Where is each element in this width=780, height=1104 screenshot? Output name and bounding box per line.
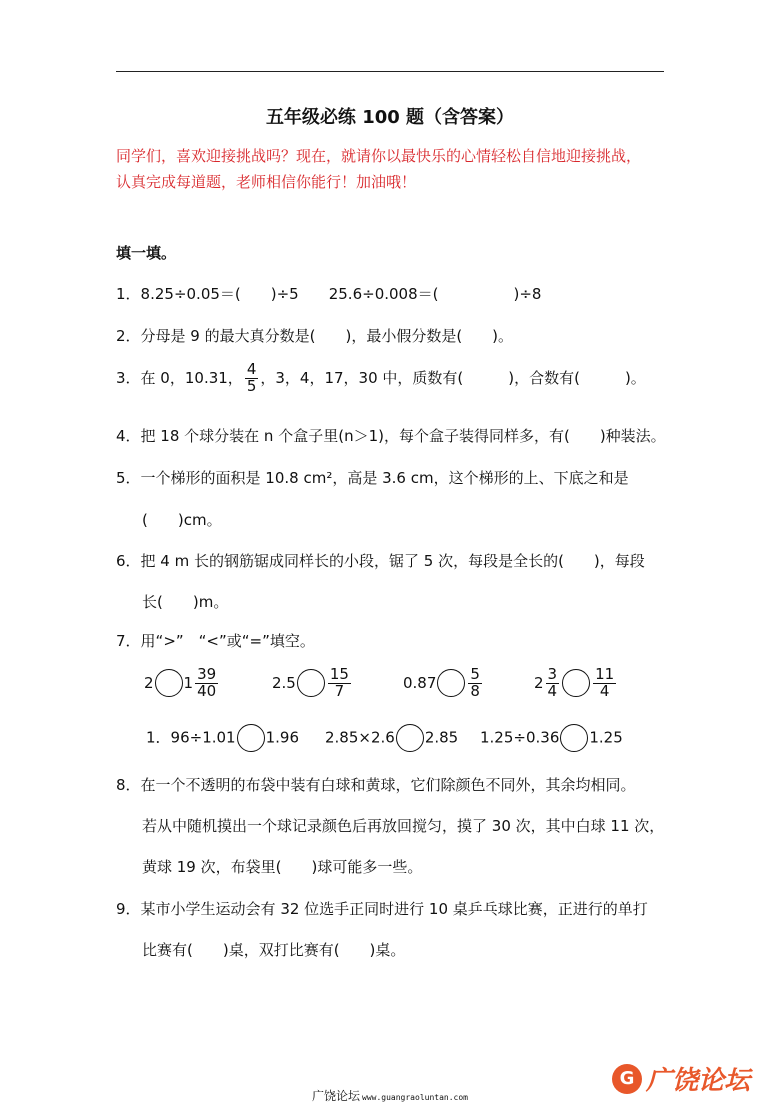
- question-8-line-3: 黄球 19 次，布袋里( )球可能多一些。: [142, 858, 423, 876]
- footer-url[interactable]: www.guangraoluntan.com: [362, 1093, 468, 1102]
- question-8-line-1: 8．在一个不透明的布袋中装有白球和黄球，它们除颜色不同外，其余均相同。: [116, 776, 636, 794]
- blank-circle[interactable]: [562, 669, 590, 697]
- compare-1: 2 1 $\frac{39}{40}$: [144, 665, 217, 700]
- footer-site: 广饶论坛: [312, 1089, 361, 1103]
- compare-3: 0.87 $\frac{5}{8}$: [403, 665, 480, 700]
- question-1: 1．8.25÷0.05＝( )÷5 25.6÷0.008＝( )÷8: [116, 285, 542, 303]
- compare-5: 1．96÷1.01 1.96: [146, 724, 299, 752]
- section-heading: 填一填。: [116, 244, 177, 262]
- question-9-line-1: 9．某市小学生运动会有 32 位选手正同时进行 10 桌乒乓球比赛，正进行的单打: [116, 900, 648, 918]
- q3-pre: 3．在 0，10.31，: [116, 368, 243, 387]
- question-7: 7．用“>” “<”或“=”填空。: [116, 632, 315, 650]
- blank-circle[interactable]: [396, 724, 424, 752]
- blank-circle[interactable]: [155, 669, 183, 697]
- q3-fraction: $\frac{4}{5}$: [246, 360, 257, 395]
- question-5-line-2: ( )cm。: [142, 511, 222, 529]
- compare-7: 1.25÷0.36 1.25: [480, 724, 623, 752]
- question-9-line-2: 比赛有( )桌，双打比赛有( )桌。: [142, 941, 406, 959]
- question-5-line-1: 5．一个梯形的面积是 10.8 cm²，高是 3.6 cm，这个梯形的上、下底之和是: [116, 469, 629, 487]
- question-6-line-2: 长( )m。: [142, 593, 229, 611]
- blank-circle[interactable]: [237, 724, 265, 752]
- question-4: 4．把 18 个球分装在 n 个盒子里(n＞1)，每个盒子装得同样多，有( )种装法。: [116, 427, 666, 445]
- compare-2: 2.5 $\frac{15}{7}$: [272, 665, 349, 700]
- q3-post: ，3，4，17，30 中，质数有( )，合数有( )。: [260, 368, 646, 387]
- logo-icon: G: [612, 1064, 642, 1094]
- intro-line-2: 认真完成每道题，老师相信你能行！加油哦！: [116, 173, 417, 191]
- question-8-line-2: 若从中随机摸出一个球记录颜色后再放回搅匀，摸了 30 次，其中白球 11 次，: [142, 817, 665, 835]
- compare-6: 2.85×2.6 2.85: [325, 724, 458, 752]
- question-6-line-1: 6．把 4 m 长的钢筋锯成同样长的小段，锯了 5 次，每段是全长的( )，每段: [116, 552, 645, 570]
- top-rule: [116, 71, 664, 72]
- blank-circle[interactable]: [437, 669, 465, 697]
- site-logo: [612, 1060, 750, 1097]
- blank-circle[interactable]: [297, 669, 325, 697]
- page-title: 五年级必练 100 题（含答案）: [265, 107, 515, 128]
- logo-text: 广饶论坛: [646, 1066, 751, 1096]
- intro-line-1: 同学们，喜欢迎接挑战吗？现在，就请你以最快乐的心情轻松自信地迎接挑战，: [116, 147, 642, 165]
- blank-circle[interactable]: [560, 724, 588, 752]
- question-2: 2．分母是 9 的最大真分数是( )，最小假分数是( )。: [116, 327, 514, 345]
- compare-4: 2 $\frac{3}{4}$ $\frac{11}{4}$: [534, 665, 615, 700]
- question-3: [116, 362, 646, 395]
